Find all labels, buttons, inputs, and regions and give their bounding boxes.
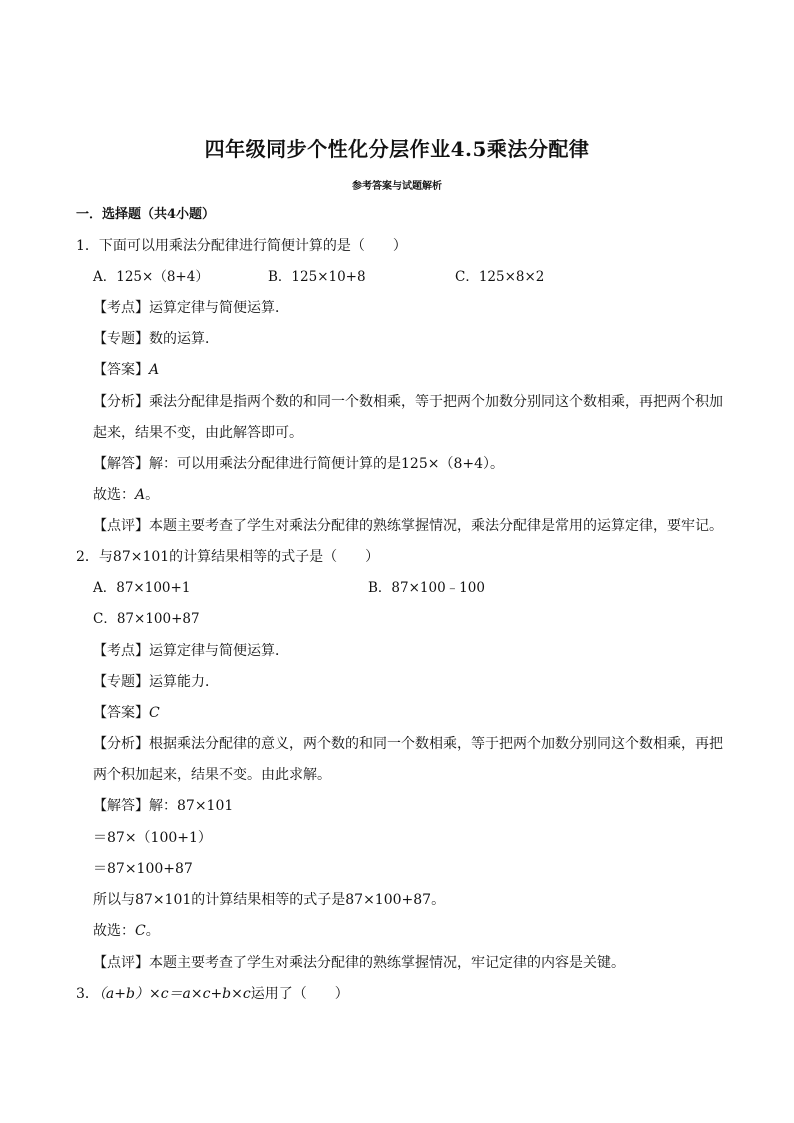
q2-conclusion: 所以与87×101的计算结果相等的式子是87×100+87。 — [93, 892, 446, 908]
q1-guxuan-suffix: 。 — [145, 487, 160, 503]
q1-kaodian-text: 运算定律与简便运算． — [149, 300, 289, 316]
q2-answer-tag: 【答案】 — [93, 705, 149, 721]
q1-jieda — [93, 455, 504, 473]
q2-answer — [93, 704, 160, 722]
q2-guxuan-suffix: 。 — [145, 923, 160, 939]
q2-zhuanti — [93, 673, 219, 691]
q2-zhuanti-text: 运算能力． — [149, 674, 219, 690]
q2-jieda — [93, 797, 233, 815]
q1-kaodian — [93, 299, 289, 317]
q1-kaodian-tag: 【考点】 — [93, 300, 149, 316]
q2-jieda-tag: 【解答】 — [93, 798, 149, 814]
q1-guxuan-letter: A — [135, 487, 146, 503]
q2-guxuan — [93, 922, 160, 940]
q2-fenxi — [93, 735, 723, 753]
q2-option-a: A．87×100+1 — [93, 580, 191, 596]
q2-kaodian-tag: 【考点】 — [93, 643, 149, 659]
q1-jieda-text: 解：可以用乘法分配律进行简便计算的是125×（8+4）。 — [149, 456, 504, 472]
q2-guxuan-letter: C — [135, 923, 146, 939]
q2-answer-text: C — [149, 705, 160, 721]
q2-kaodian — [93, 642, 289, 660]
q1-dianping-tag: 【点评】 — [93, 518, 149, 534]
question-2-stem: 2．与87×101的计算结果相等的式子是（ ） — [76, 549, 380, 565]
q2-kaodian-text: 运算定律与简便运算． — [149, 643, 289, 659]
q1-option-b: B．125×10+8 — [268, 269, 366, 285]
q2-zhuanti-tag: 【专题】 — [93, 674, 149, 690]
q2-jieda-text: 解：87×101 — [149, 798, 234, 814]
q1-answer-tag: 【答案】 — [93, 362, 149, 378]
q3-stem-rest: 运用了（ ） — [250, 986, 349, 1002]
section-heading: 一．选择题（共4小题） — [76, 207, 216, 222]
q1-zhuanti-tag: 【专题】 — [93, 331, 149, 347]
q2-guxuan-prefix: 故选： — [93, 923, 135, 939]
q3-number: 3． — [76, 986, 99, 1002]
q1-answer — [93, 361, 159, 379]
q1-zhuanti-text: 数的运算． — [149, 331, 219, 347]
q1-dianping — [93, 517, 723, 535]
q1-guxuan — [93, 486, 159, 504]
q3-formula: （a+b）×c＝a×c+b×c — [98, 986, 251, 1002]
q1-option-a: A．125×（8+4） — [93, 269, 209, 285]
q1-guxuan-prefix: 故选： — [93, 487, 135, 503]
q2-step-1: ＝87×（100+1） — [93, 830, 212, 846]
q2-option-c: C．87×100+87 — [93, 611, 200, 627]
q1-fenxi-tag: 【分析】 — [93, 394, 149, 410]
q1-jieda-tag: 【解答】 — [93, 456, 149, 472]
q2-fenxi-line-2: 两个积加起来，结果不变。由此求解。 — [93, 767, 331, 783]
q1-fenxi-line-1: 乘法分配律是指两个数的和同一个数相乘，等于把两个加数分别同这个数相乘，再把两个积加 — [149, 394, 723, 410]
q1-fenxi-line-2: 起来，结果不变，由此解答即可。 — [93, 425, 303, 441]
question-3-stem — [76, 985, 349, 1003]
q2-fenxi-line-1: 根据乘法分配律的意义，两个数的和同一个数相乘，等于把两个加数分别同这个数相乘，再把 — [149, 736, 723, 752]
q2-dianping-text: 本题主要考查了学生对乘法分配律的熟练掌握情况，牢记定律的内容是关键。 — [149, 955, 625, 971]
q1-answer-text: A — [149, 362, 160, 378]
page-title: 四年级同步个性化分层作业4.5乘法分配律 — [204, 137, 590, 161]
q2-option-b: B．87×100﹣100 — [368, 580, 485, 596]
q1-dianping-text: 本题主要考查了学生对乘法分配律的熟练掌握情况，乘法分配律是常用的运算定律，要牢记。 — [149, 518, 723, 534]
q2-dianping-tag: 【点评】 — [93, 955, 149, 971]
q2-fenxi-tag: 【分析】 — [93, 736, 149, 752]
question-1-stem: 1．下面可以用乘法分配律进行简便计算的是（ ） — [76, 238, 407, 254]
q1-option-c: C．125×8×2 — [455, 269, 545, 285]
q1-zhuanti — [93, 330, 219, 348]
q2-dianping — [93, 954, 625, 972]
page-subtitle: 参考答案与试题解析 — [352, 181, 442, 192]
q2-step-2: ＝87×100+87 — [93, 861, 193, 877]
q1-fenxi — [93, 393, 723, 411]
